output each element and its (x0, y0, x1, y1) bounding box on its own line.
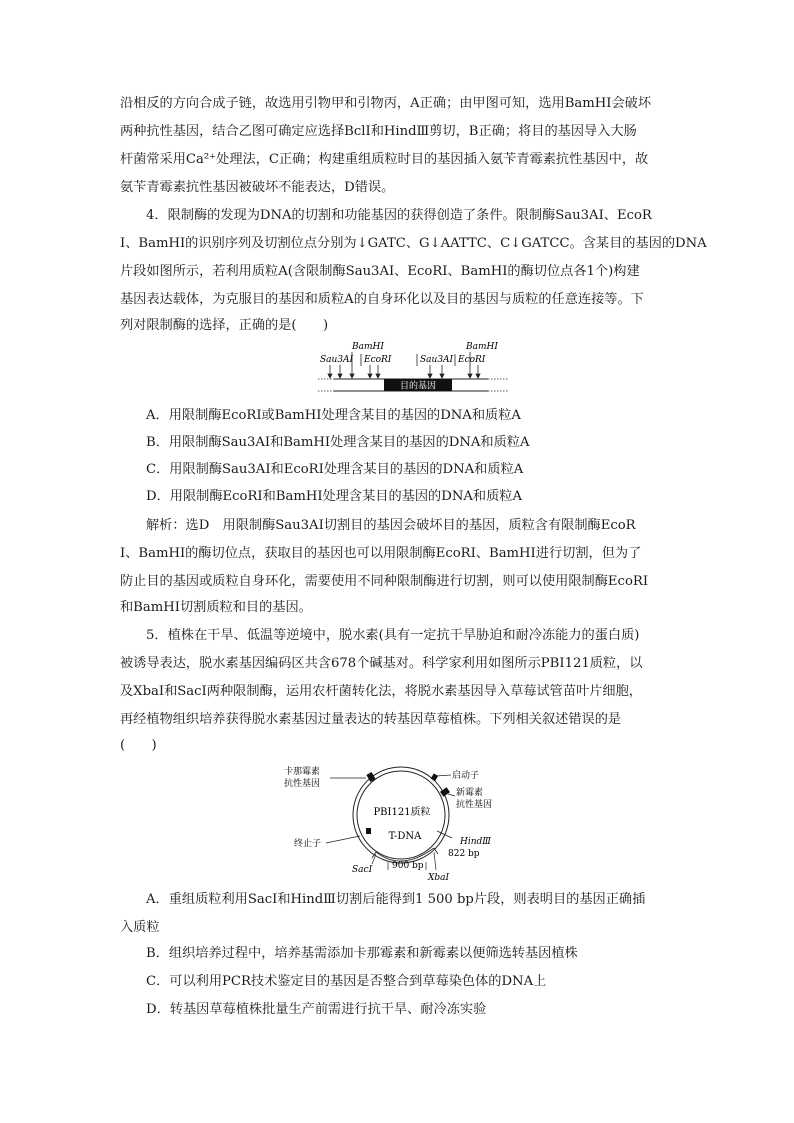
kanamycin-label: 卡那霉素 (284, 767, 321, 777)
option-d: D．转基因草莓植株批量生产前需进行抗干旱、耐冷冻实验 (146, 1002, 487, 1017)
text-line: Ⅰ、BamHⅠ的酶切位点，获取目的基因也可以用限制酶EcoRⅠ、BamHⅠ进行切割，但为了 (120, 546, 642, 561)
text-line: 防止目的基因或质粒自身环化，需要使用不同种限制酶进行切割，则可以使用限制酶EcoRⅠ (120, 574, 649, 589)
option-a: A．重组质粒利用SacⅠ和HindⅢ切割后能得到1 500 bp片段，则表明目的基因正确插 (146, 892, 646, 907)
enzyme-label: EcoRⅠ (458, 355, 486, 365)
question-5-stem: 5．植株在干旱、低温等逆境中，脱水素(具有一定抗干旱胁迫和耐冷冻能力的蛋白质) (146, 628, 640, 643)
plasmid-diagram (284, 760, 524, 880)
enzyme-label: BamHⅠ (352, 342, 384, 352)
text-line: 片段如图所示，若利用质粒A(含限制酶Sau3AⅠ、EcoRⅠ、BamHⅠ的酶切位点各1个)构建 (120, 264, 640, 279)
target-gene-label: 目的基因 (399, 381, 437, 392)
option-d: D．用限制酶EcoRⅠ和BamHⅠ处理含某目的基因的DNA和质粒A (146, 489, 522, 504)
bp822-label: 822 bp (448, 849, 480, 859)
sac-label: SacⅠ (352, 865, 373, 875)
xba-label: XbaⅠ (428, 873, 450, 880)
enzyme-label: Sau3AⅠ (420, 355, 454, 365)
analysis-text: 解析：选D 用限制酶Sau3AⅠ切割目的基因会破坏目的基因，质粒含有限制酶EcoR (146, 518, 636, 533)
tdna-label: T-DNA (388, 831, 422, 842)
option-a: A．用限制酶EcoRⅠ或BamHⅠ处理含某目的基因的DNA和质粒A (146, 408, 521, 423)
text-line: ( ) (120, 738, 157, 753)
question-4-stem: 4．限制酶的发现为DNA的切割和功能基因的获得创造了条件。限制酶Sau3AⅠ、EcoR (146, 208, 652, 223)
plasmid-label: PBⅠ121质粒 (373, 807, 431, 818)
text-line: 两种抗性基因，结合乙图可确定应选择BclⅠ和HindⅢ剪切，B正确；将目的基因导入大肠 (120, 124, 637, 139)
text-line: 和BamHⅠ切割质粒和目的基因。 (120, 600, 312, 615)
promoter-label: 启动子 (452, 771, 480, 781)
enzyme-label: BamHⅠ (466, 342, 498, 352)
neomycin-label-2: 抗性基因 (456, 800, 493, 810)
text-line: 氨苄青霉素抗性基因被破坏不能表达，D错误。 (120, 180, 395, 195)
enzyme-label: EcoRⅠ (364, 355, 392, 365)
text-line: 被诱导表达，脱水素基因编码区共含678个碱基对。科学家利用如图所示PBⅠ121质粒，以 (120, 656, 643, 671)
option-c: C．用限制酶Sau3AⅠ和EcoRⅠ处理含某目的基因的DNA和质粒A (146, 462, 524, 477)
bp900-label: 900 bp (392, 861, 424, 871)
option-b: B．组织培养过程中，培养基需添加卡那霉素和新霉素以便筛选转基因植株 (146, 946, 578, 961)
text-line: 入质粒 (120, 920, 160, 935)
dna-fragment-diagram (318, 338, 508, 396)
kanamycin-label-2: 抗性基因 (284, 779, 321, 789)
option-b: B．用限制酶Sau3AⅠ和BamHⅠ处理含某目的基因的DNA和质粒A (146, 435, 530, 450)
option-c: C．可以利用PCR技术鉴定目的基因是否整合到草莓染色体的DNA上 (146, 974, 547, 989)
terminator-label: 终止子 (294, 839, 322, 849)
text-line: 列对限制酶的选择，正确的是( ) (120, 318, 329, 333)
text-line: Ⅰ、BamHⅠ的识别序列及切割位点分别为↓GATC、G↓AATTC、C↓GATCC。含某目的基因的DNA (120, 236, 707, 251)
text-line: 再经植物组织培养获得脱水素基因过量表达的转基因草莓植株。下列相关叙述错误的是 (120, 712, 622, 727)
text-line: 及XbaⅠ和SacⅠ两种限制酶，运用农杆菌转化法，将脱水素基因导入草莓试管苗叶片细胞， (120, 684, 642, 699)
neomycin-label: 新霉素 (456, 788, 484, 798)
enzyme-label: Sau3AⅠ (320, 355, 354, 365)
hind-label: HindⅢ (460, 837, 491, 847)
text-line: 沿相反的方向合成子链，故选用引物甲和引物丙，A正确；由甲图可知，选用BamHⅠ会破坏 (120, 96, 652, 111)
text-line: 基因表达载体，为克服目的基因和质粒A的自身环化以及目的基因与质粒的任意连接等。下 (120, 292, 644, 307)
text-line: 杆菌常采用Ca²⁺处理法，C正确；构建重组质粒时目的基因插入氨苄青霉素抗性基因中，故 (120, 152, 649, 167)
